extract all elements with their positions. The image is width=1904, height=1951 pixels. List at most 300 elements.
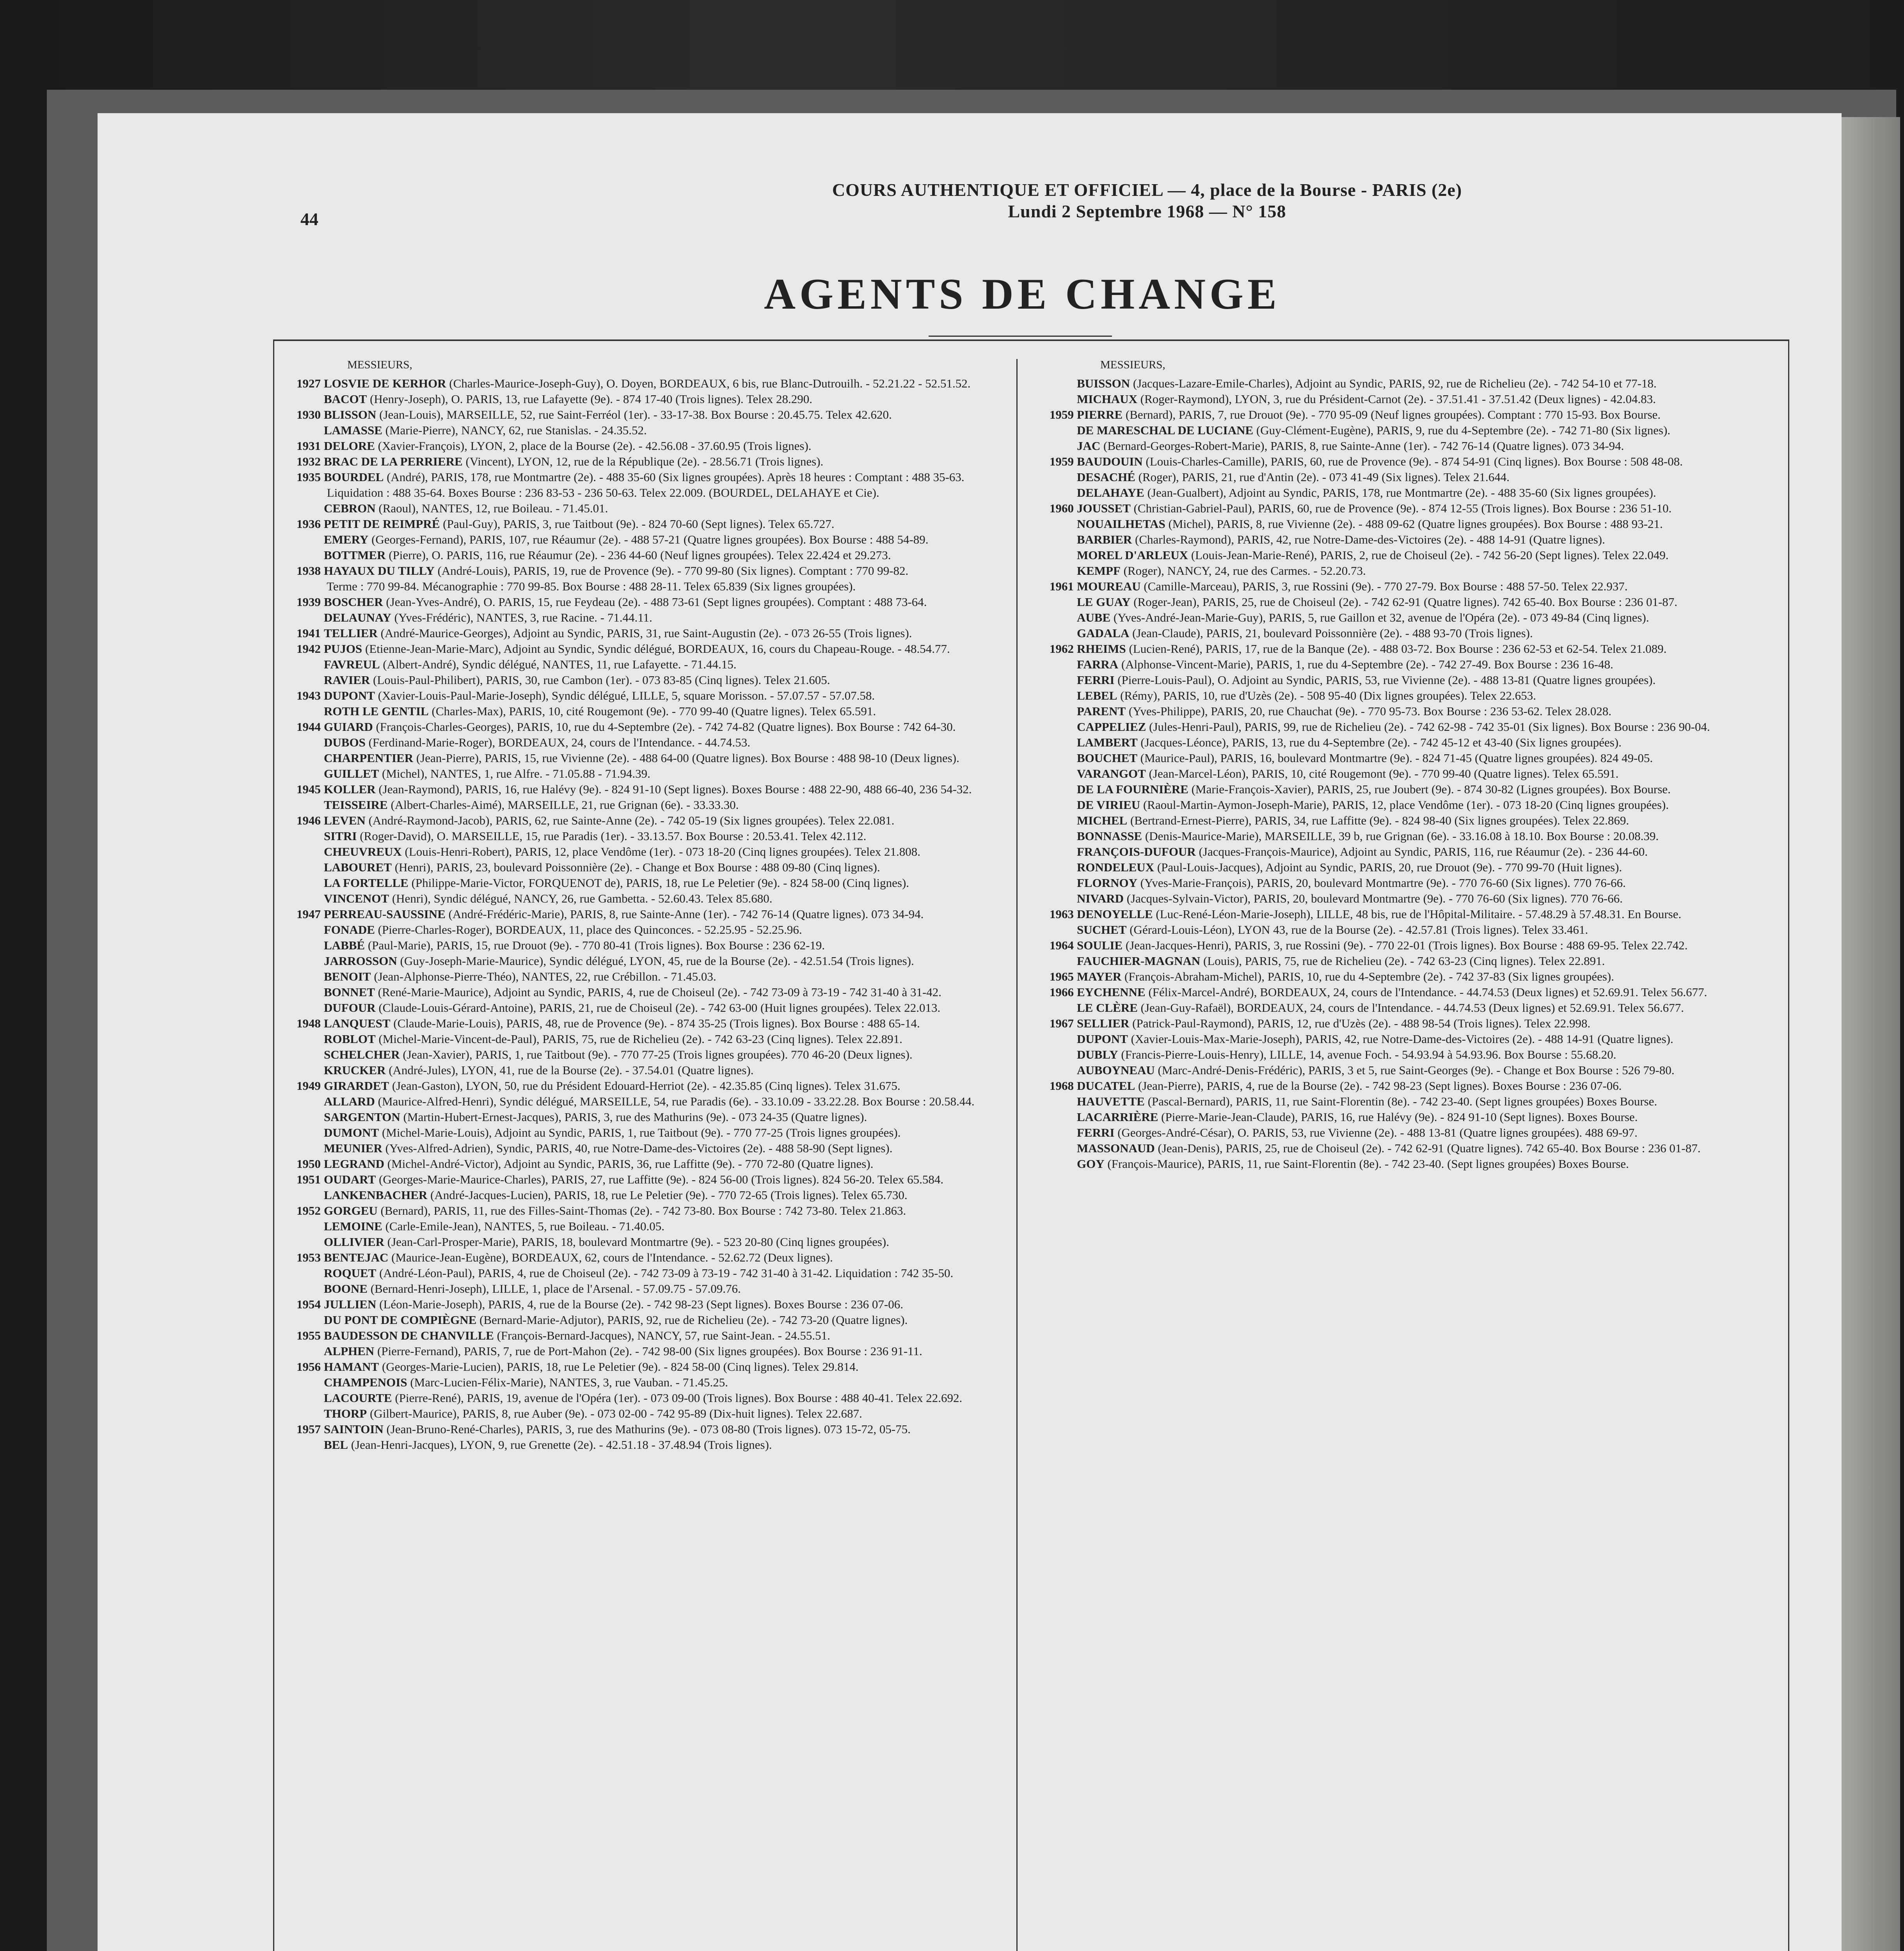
agent-entry bbox=[1050, 797, 1767, 813]
agent-name: BENTEJAC bbox=[324, 1251, 389, 1264]
agent-details: (Henri), Syndic délégué, NANCY, 26, rue Gambetta. - 52.60.43. Telex 85.680. bbox=[392, 892, 773, 905]
agent-details: (Roger), NANCY, 24, rue des Carmes. - 52.20.73. bbox=[1123, 564, 1366, 577]
agent-entry bbox=[297, 828, 1003, 844]
agent-entry bbox=[297, 688, 1003, 704]
entry-year: 1959 bbox=[1050, 455, 1074, 468]
agent-name: BACOT bbox=[324, 392, 367, 406]
agent-name: LE CLÈRE bbox=[1077, 1001, 1138, 1015]
agent-details: (Charles-Raymond), PARIS, 42, rue Notre-Dame-des-Victoires (2e). - 488 14-91 (Quatre lignes). bbox=[1135, 533, 1605, 546]
agent-entry bbox=[297, 1094, 1003, 1109]
agent-name: THORP bbox=[324, 1407, 367, 1420]
agent-name: PETIT DE REIMPRÉ bbox=[324, 517, 440, 531]
agent-entry bbox=[1050, 423, 1767, 438]
agent-entry bbox=[297, 938, 1003, 953]
agent-name: PARENT bbox=[1077, 704, 1126, 718]
agent-entry bbox=[297, 984, 1003, 1000]
entry-year: 1966 bbox=[1050, 985, 1074, 999]
agent-name: LA FORTELLE bbox=[324, 876, 409, 890]
agent-entry bbox=[1050, 391, 1767, 407]
agent-details: (Jacques-Lazare-Emile-Charles), Adjoint au Syndic, PARIS, 92, rue de Richelieu (2e). - 742 54-10 et 77-18. bbox=[1133, 377, 1657, 390]
agent-entry bbox=[297, 1203, 1003, 1219]
agent-details: (André-Léon-Paul), PARIS, 4, rue de Choiseul (2e). - 742 73-09 à 73-19 - 742 31-40 à 31-42. Liquidation : 742 35-50. bbox=[379, 1266, 954, 1280]
agent-name: MAYER bbox=[1077, 970, 1122, 983]
agent-details: (André-Jules), LYON, 41, rue de la Bourse (2e). - 37.54.01 (Quatre lignes). bbox=[389, 1063, 754, 1077]
agent-entry bbox=[1050, 485, 1767, 501]
agent-name: MICHEL bbox=[1077, 814, 1128, 827]
agent-entry bbox=[1050, 579, 1767, 594]
agent-entry bbox=[297, 1187, 1003, 1203]
agent-entry bbox=[297, 1234, 1003, 1250]
agent-entry bbox=[297, 672, 1003, 688]
agent-name: KOLLER bbox=[324, 782, 376, 796]
agent-details: (Louis-Paul-Philibert), PARIS, 30, rue Cambon (1er). - 073 83-85 (Cinq lignes). Telex 21.605. bbox=[373, 673, 830, 687]
agent-name: OUDART bbox=[324, 1173, 376, 1186]
entry-year: 1948 bbox=[297, 1016, 321, 1030]
agent-details: (Louis), PARIS, 75, rue de Richelieu (2e). - 742 63-23 (Cinq lignes). Telex 22.891. bbox=[1203, 954, 1605, 968]
entry-year: 1968 bbox=[1050, 1079, 1074, 1093]
agent-entry bbox=[297, 579, 1003, 594]
agent-name: LABBÉ bbox=[324, 938, 365, 952]
agent-entry bbox=[297, 1063, 1003, 1078]
agent-name: GORGEU bbox=[324, 1204, 378, 1217]
agent-details: (Roger-Raymond), LYON, 3, rue du Président-Carnot (2e). - 37.51.41 - 37.51.42 (Deux lignes) - 42.04.83. bbox=[1140, 392, 1656, 406]
agent-name: BEL bbox=[324, 1438, 348, 1452]
agent-name: CHAMPENOIS bbox=[324, 1375, 407, 1389]
agent-details: (Roger), PARIS, 21, rue d'Antin (2e). - 073 41-49 (Six lignes). Telex 21.644. bbox=[1138, 470, 1510, 484]
agent-name: GUILLET bbox=[324, 767, 379, 780]
entry-year: 1957 bbox=[297, 1422, 321, 1436]
agent-details: (Jean-Gualbert), Adjoint au Syndic, PARIS, 178, rue Montmartre (2e). - 488 35-60 (Six lignes groupées). bbox=[1147, 486, 1656, 499]
agent-details: (Pierre-Charles-Roger), BORDEAUX, 11, place des Quinconces. - 52.25.95 - 52.25.96. bbox=[378, 923, 802, 936]
agent-details: (Etienne-Jean-Marie-Marc), Adjoint au Syndic, Syndic délégué, BORDEAUX, 16, cours du Chapeau-Rouge. - 48.54.77. bbox=[365, 642, 950, 656]
agent-name: GUIARD bbox=[324, 720, 373, 734]
agent-entry bbox=[1050, 750, 1767, 766]
agent-name: SUCHET bbox=[1077, 923, 1127, 936]
agent-entry bbox=[1050, 625, 1767, 641]
agent-details: (Xavier-François), LYON, 2, place de la Bourse (2e). - 42.56.08 - 37.60.95 (Trois lignes). bbox=[378, 439, 812, 453]
agent-entry bbox=[1050, 1109, 1767, 1125]
agent-entry bbox=[297, 423, 1003, 438]
agent-name: LE GUAY bbox=[1077, 595, 1131, 609]
agent-name: OLLIVIER bbox=[324, 1235, 385, 1249]
agent-entry bbox=[1050, 719, 1767, 735]
agent-name: DE MARESCHAL DE LUCIANE bbox=[1077, 423, 1254, 437]
agent-details: (Georges-Fernand), PARIS, 107, rue Réaumur (2e). - 488 57-21 (Quatre lignes groupées). Box Bourse : 488 54-89. bbox=[371, 533, 929, 546]
agent-entry bbox=[1050, 844, 1767, 860]
agent-entry bbox=[297, 860, 1003, 875]
agent-entry bbox=[297, 1031, 1003, 1047]
agent-entry bbox=[1050, 1125, 1767, 1141]
entry-year: 1945 bbox=[297, 782, 321, 796]
agent-details: (Charles-Maurice-Joseph-Guy), O. Doyen, BORDEAUX, 6 bis, rue Blanc-Dutrouilh. - 52.21.22 - 52.51.52. bbox=[449, 377, 971, 390]
agent-entry bbox=[297, 704, 1003, 719]
agent-details: (Jean-Claude), PARIS, 21, boulevard Poissonnière (2e). - 488 93-70 (Trois lignes). bbox=[1132, 626, 1533, 640]
agent-entry bbox=[1050, 438, 1767, 454]
agent-details: (Paul-Guy), PARIS, 3, rue Taitbout (9e). - 824 70-60 (Sept lignes). Telex 65.727. bbox=[443, 517, 835, 531]
agent-details: (Claude-Louis-Gérard-Antoine), PARIS, 21, rue de Choiseul (2e). - 742 63-00 (Huit lignes groupées). Telex 22.013. bbox=[378, 1001, 941, 1015]
agent-details: (Pierre), O. PARIS, 116, rue Réaumur (2e). - 236 44-60 (Neuf lignes groupées). Telex 22.424 et 29.273. bbox=[389, 548, 891, 562]
agent-entry bbox=[1050, 891, 1767, 906]
agent-entry bbox=[297, 657, 1003, 672]
agent-details: (Guy-Joseph-Marie-Maurice), Syndic délégué, LYON, 45, rue de la Bourse (2e). - 42.51.54 (Trois lignes). bbox=[400, 954, 914, 968]
agent-details: (Bernard), PARIS, 7, rue Drouot (9e). - 770 95-09 (Neuf lignes groupées). Comptant : 770 15-93. Box Bourse. bbox=[1125, 408, 1661, 421]
agent-name: SOULIE bbox=[1077, 938, 1123, 952]
agent-name: DELAUNAY bbox=[324, 611, 391, 624]
agent-entry bbox=[1050, 1047, 1767, 1063]
agent-name: LABOURET bbox=[324, 860, 392, 874]
agent-details: (André-Maurice-Georges), Adjoint au Syndic, PARIS, 31, rue Saint-Augustin (2e). - 073 26-55 (Trois lignes). bbox=[380, 626, 912, 640]
agent-entry bbox=[297, 501, 1003, 516]
agent-details: (Albert-Charles-Aimé), MARSEILLE, 21, rue Grignan (6e). - 33.33.30. bbox=[391, 798, 739, 812]
agent-details: (Jean-Marcel-Léon), PARIS, 10, cité Rougemont (9e). - 770 99-40 (Quatre lignes). Telex 65.591. bbox=[1149, 767, 1619, 780]
agent-name: JOUSSET bbox=[1077, 501, 1131, 515]
agent-name: FRANÇOIS-DUFOUR bbox=[1077, 845, 1196, 858]
agent-details: (Lucien-René), PARIS, 17, rue de la Banque (2e). - 488 03-72. Box Bourse : 236 62-53 et 62-54. Telex 21.089. bbox=[1129, 642, 1667, 656]
entry-year: 1939 bbox=[297, 595, 321, 609]
agent-name: BOUCHET bbox=[1077, 751, 1138, 765]
agent-name: BARBIER bbox=[1077, 533, 1132, 546]
entry-year: 1941 bbox=[297, 626, 321, 640]
agent-entry bbox=[297, 1000, 1003, 1016]
entry-year: 1959 bbox=[1050, 408, 1074, 421]
agent-entry bbox=[297, 469, 1003, 485]
agent-details: (Marc-André-Denis-Frédéric), PARIS, 3 et 5, rue Saint-Georges (9e). - Change et Box Bourse : 526 79-80. bbox=[1158, 1063, 1675, 1077]
agent-entry bbox=[1050, 563, 1767, 579]
agent-entry bbox=[297, 922, 1003, 938]
agent-name: JAC bbox=[1077, 439, 1101, 453]
agent-name: LOSVIE DE KERHOR bbox=[324, 377, 446, 390]
agent-name: DUBLY bbox=[1077, 1048, 1118, 1061]
agent-name: LAMASSE bbox=[324, 423, 382, 437]
agent-entry bbox=[297, 1265, 1003, 1281]
entry-year: 1965 bbox=[1050, 970, 1074, 983]
agent-details: (Jean-Raymond), PARIS, 16, rue Halévy (9e). - 824 91-10 (Sept lignes). Boxes Bourse : 488 22-90, 488 66-40, 236 54-32. bbox=[378, 782, 972, 796]
agent-name: BOTTMER bbox=[324, 548, 386, 562]
agent-name: HAUVETTE bbox=[1077, 1095, 1145, 1108]
agent-details: (Yves-Frédéric), NANTES, 3, rue Racine. - 71.44.11. bbox=[394, 611, 652, 624]
agent-entry bbox=[297, 875, 1003, 891]
agent-name: NIVARD bbox=[1077, 892, 1124, 905]
entry-year: 1963 bbox=[1050, 907, 1074, 921]
agent-entry bbox=[297, 797, 1003, 813]
agent-name: BONNASSE bbox=[1077, 829, 1142, 843]
agent-entry bbox=[1050, 766, 1767, 782]
agent-details: (Pierre-Louis-Paul), O. Adjoint au Syndic, PARIS, 53, rue Vivienne (2e). - 488 13-81 (Quatre lignes groupées). bbox=[1117, 673, 1656, 687]
agent-entry bbox=[297, 516, 1003, 532]
agent-name: DUFOUR bbox=[324, 1001, 376, 1015]
agent-details: (Jean-Pierre), PARIS, 15, rue Vivienne (2e). - 488 64-00 (Quatre lignes). Box Bourse : 488 98-10 (Deux lignes). bbox=[416, 751, 959, 765]
agent-entry bbox=[1050, 1031, 1767, 1047]
agent-details: (André-Frédéric-Marie), PARIS, 8, rue Sainte-Anne (1er). - 742 76-14 (Quatre lignes). 073 34-94. bbox=[448, 907, 924, 921]
agent-details: (Félix-Marcel-André), BORDEAUX, 24, cours de l'Intendance. - 44.74.53 (Deux lignes) et 52.69.91. Telex 56.677. bbox=[1148, 985, 1707, 999]
agent-entry bbox=[1050, 594, 1767, 610]
agent-name: DUCATEL bbox=[1077, 1079, 1135, 1093]
agent-entry bbox=[297, 391, 1003, 407]
agent-name: LEBEL bbox=[1077, 689, 1117, 702]
agent-name: BLISSON bbox=[324, 408, 377, 421]
agent-details: (André), PARIS, 178, rue Montmartre (2e). - 488 35-60 (Six lignes groupées). Après 18 heures : Comptant : 488 35-63. bbox=[387, 470, 964, 484]
agent-entry bbox=[297, 1375, 1003, 1390]
agent-entry bbox=[1050, 969, 1767, 984]
left-column bbox=[297, 357, 1003, 1453]
agent-name: PUJOS bbox=[324, 642, 362, 656]
agent-name: CEBRON bbox=[324, 501, 376, 515]
agent-details: (Jacques-Sylvain-Victor), PARIS, 20, boulevard Montmartre (9e). - 770 76-60 (Six lignes). 770 76-66. bbox=[1126, 892, 1623, 905]
agent-entry bbox=[297, 625, 1003, 641]
agent-entry bbox=[1050, 376, 1767, 391]
agent-entry bbox=[1050, 532, 1767, 547]
agent-name: MASSONAUD bbox=[1077, 1141, 1155, 1155]
agent-details: (Vincent), LYON, 12, rue de la République (2e). - 28.56.71 (Trois lignes). bbox=[465, 455, 824, 468]
agent-name: DUPONT bbox=[324, 689, 375, 702]
agent-name: DELORE bbox=[324, 439, 375, 453]
issue-date: Lundi 2 Septembre 1968 — N° 158 bbox=[1008, 201, 1286, 221]
agent-entry bbox=[297, 906, 1003, 922]
agent-entry bbox=[297, 1390, 1003, 1406]
agent-entry bbox=[297, 1109, 1003, 1125]
agent-entry bbox=[297, 766, 1003, 782]
agent-entry bbox=[297, 610, 1003, 625]
agent-details: (Xavier-Louis-Max-Marie-Joseph), PARIS, 42, rue Notre-Dame-des-Victoires (2e). - 488 14-91 (Quatre lignes). bbox=[1131, 1032, 1673, 1046]
agent-name: LAMBERT bbox=[1077, 736, 1138, 749]
agent-name: BUISSON bbox=[1077, 377, 1130, 390]
agent-name: CHEUVREUX bbox=[324, 845, 402, 858]
agent-name: DUPONT bbox=[1077, 1032, 1128, 1046]
entry-year: 1954 bbox=[297, 1297, 321, 1311]
agent-entry bbox=[297, 969, 1003, 984]
agent-name: BRAC DE LA PERRIERE bbox=[324, 455, 463, 468]
agent-name: KRUCKER bbox=[324, 1063, 386, 1077]
agent-name: DENOYELLE bbox=[1077, 907, 1153, 921]
agent-entry bbox=[1050, 1156, 1767, 1172]
agent-details: (Jean-Gaston), LYON, 50, rue du Président Edouard-Herriot (2e). - 42.35.85 (Cinq lignes). Telex 31.675. bbox=[392, 1079, 900, 1093]
title-underline bbox=[929, 336, 1112, 337]
entry-year: 1927 bbox=[297, 377, 321, 390]
agent-entry bbox=[297, 735, 1003, 750]
agent-entry bbox=[1050, 1094, 1767, 1109]
agent-name: FONADE bbox=[324, 923, 375, 936]
agent-details: (Roger-David), O. MARSEILLE, 15, rue Paradis (1er). - 33.13.57. Box Bourse : 20.53.41. Telex 42.112. bbox=[360, 829, 867, 843]
agent-name: VARANGOT bbox=[1077, 767, 1146, 780]
column-divider bbox=[1016, 359, 1018, 1951]
entry-year: 1938 bbox=[297, 564, 321, 577]
agent-entry bbox=[297, 1125, 1003, 1141]
agent-details: (François-Abraham-Michel), PARIS, 10, rue du 4-Septembre (2e). - 742 37-83 (Six lignes groupées). bbox=[1124, 970, 1614, 983]
agent-details: (François-Maurice), PARIS, 11, rue Saint-Florentin (8e). - 742 23-40. (Sept lignes groupées) Boxes Bourse. bbox=[1107, 1157, 1629, 1171]
agent-details: (Louis-Jean-Marie-René), PARIS, 2, rue de Choiseul (2e). - 742 56-20 (Sept lignes). Telex 22.049. bbox=[1191, 548, 1669, 562]
agent-entry bbox=[1050, 984, 1767, 1000]
agent-details: (Rémy), PARIS, 10, rue d'Uzès (2e). - 508 95-40 (Dix lignes groupées). Telex 22.653. bbox=[1120, 689, 1536, 702]
agent-details: (Jacques-Léonce), PARIS, 13, rue du 4-Septembre (2e). - 742 45-12 et 43-40 (Six lignes groupées). bbox=[1140, 736, 1622, 749]
agent-name: ALPHEN bbox=[324, 1344, 375, 1358]
agent-entry bbox=[1050, 641, 1767, 657]
agent-name: DUBOS bbox=[324, 736, 366, 749]
agent-entry bbox=[297, 1078, 1003, 1094]
agent-details: (Carle-Emile-Jean), NANTES, 5, rue Boileau. - 71.40.05. bbox=[385, 1219, 665, 1233]
agent-details: (Michel-Marie-Vincent-de-Paul), PARIS, 75, rue de Richelieu (2e). - 742 63-23 (Cinq lignes). Telex 22.891. bbox=[378, 1032, 902, 1046]
agent-name: RONDELEUX bbox=[1077, 860, 1154, 874]
agent-entry bbox=[297, 454, 1003, 469]
agent-details: (Roger-Jean), PARIS, 25, rue de Choiseul (2e). - 742 62-91 (Quatre lignes). 742 65-40. Box Bourse : 236 01-87. bbox=[1133, 595, 1678, 609]
agent-name: LEGRAND bbox=[324, 1157, 385, 1171]
agent-entry bbox=[297, 1016, 1003, 1031]
agent-entry bbox=[297, 1343, 1003, 1359]
agent-name: BAUDESSON DE CHANVILLE bbox=[324, 1329, 494, 1342]
agent-entry bbox=[1050, 688, 1767, 704]
agent-name: SCHELCHER bbox=[324, 1048, 400, 1061]
agent-name: GOY bbox=[1077, 1157, 1105, 1171]
agent-entry bbox=[297, 1328, 1003, 1343]
agent-entry bbox=[297, 1312, 1003, 1328]
agent-entry bbox=[297, 782, 1003, 797]
entry-year: 1947 bbox=[297, 907, 321, 921]
agent-name: FAVREUL bbox=[324, 657, 380, 671]
agent-name: DE LA FOURNIÈRE bbox=[1077, 782, 1188, 796]
agent-details: (François-Bernard-Jacques), NANCY, 57, rue Saint-Jean. - 24.55.51. bbox=[497, 1329, 830, 1342]
agent-entry bbox=[297, 438, 1003, 454]
agent-name: JARROSSON bbox=[324, 954, 397, 968]
agent-details: (Raoul-Martin-Aymon-Joseph-Marie), PARIS, 12, place Vendôme (1er). - 073 18-20 (Cinq lignes groupées). bbox=[1143, 798, 1669, 812]
agent-name: FERRI bbox=[1077, 673, 1115, 687]
agent-entry bbox=[1050, 860, 1767, 875]
agent-entry bbox=[1050, 875, 1767, 891]
agent-details: (Louis-Charles-Camille), PARIS, 60, rue de Provence (9e). - 874 54-91 (Cinq lignes). Box Bourse : 508 48-08. bbox=[1146, 455, 1683, 468]
agent-name: HAMANT bbox=[324, 1360, 379, 1374]
agent-details: (Francis-Pierre-Louis-Henry), LILLE, 14, avenue Foch. - 54.93.94 à 54.93.96. Box Bourse : 55.68.20. bbox=[1121, 1048, 1616, 1061]
agent-details: (Raoul), NANTES, 12, rue Boileau. - 71.45.01. bbox=[378, 501, 608, 515]
entry-year: 1932 bbox=[297, 455, 321, 468]
agent-details: (Maurice-Jean-Eugène), BORDEAUX, 62, cours de l'Intendance. - 52.62.72 (Deux lignes). bbox=[391, 1251, 833, 1264]
agent-details: (Marc-Lucien-Félix-Marie), NANTES, 3, rue Vauban. - 71.45.25. bbox=[410, 1375, 728, 1389]
agent-details: (Pascal-Bernard), PARIS, 11, rue Saint-Florentin (8e). - 742 23-40. (Sept lignes groupées) Boxes Bourse. bbox=[1147, 1095, 1657, 1108]
page-number: 44 bbox=[300, 209, 318, 229]
agent-name: DUMONT bbox=[324, 1126, 379, 1139]
agent-entry bbox=[297, 1047, 1003, 1063]
agent-details: (Yves-Alfred-Adrien), Syndic, PARIS, 40, rue Notre-Dame-des-Victoires (2e). - 488 58-90 (Sept lignes). bbox=[385, 1141, 893, 1155]
agent-details: (Albert-André), Syndic délégué, NANTES, 11, rue Lafayette. - 71.44.15. bbox=[383, 657, 737, 671]
entry-year: 1951 bbox=[297, 1173, 321, 1186]
entry-year: 1930 bbox=[297, 408, 321, 421]
agent-name: LEMOINE bbox=[324, 1219, 382, 1233]
agent-entry bbox=[1050, 516, 1767, 532]
agent-details: (Bernard-Georges-Robert-Marie), PARIS, 8, rue Sainte-Anne (1er). - 742 76-14 (Quatre lignes). 073 34-94. bbox=[1103, 439, 1624, 453]
agent-details: (Gérard-Louis-Léon), LYON 43, rue de la Bourse (2e). - 42.57.81 (Trois lignes). Telex 33.461. bbox=[1130, 923, 1588, 936]
agent-name: DESACHÉ bbox=[1077, 470, 1135, 484]
entry-year: 1952 bbox=[297, 1204, 321, 1217]
agent-entry bbox=[1050, 672, 1767, 688]
entry-year: 1962 bbox=[1050, 642, 1074, 656]
agent-entry bbox=[297, 1437, 1003, 1453]
agent-details: (Christian-Gabriel-Paul), PARIS, 60, rue de Provence (9e). - 874 12-55 (Trois lignes). Box Bourse : 236 51-10. bbox=[1133, 501, 1672, 515]
agent-name: DU PONT DE COMPIÈGNE bbox=[324, 1313, 477, 1327]
agent-name: JULLIEN bbox=[324, 1297, 377, 1311]
agent-entry bbox=[1050, 1078, 1767, 1094]
agent-name: HAYAUX DU TILLY bbox=[324, 564, 435, 577]
agent-name: BAUDOUIN bbox=[1077, 455, 1143, 468]
agent-details: (Bernard-Marie-Adjutor), PARIS, 92, rue de Richelieu (2e). - 742 73-20 (Quatre lignes). bbox=[480, 1313, 908, 1327]
agent-details: (Pierre-Marie-Jean-Claude), PARIS, 16, rue Halévy (9e). - 824 91-10 (Sept lignes). Boxes Bourse. bbox=[1161, 1110, 1638, 1124]
agent-details: (Jean-Jacques-Henri), PARIS, 3, rue Rossini (9e). - 770 22-01 (Trois lignes). Box Bourse : 488 69-95. Telex 22.742. bbox=[1125, 938, 1688, 952]
agent-name: VINCENOT bbox=[324, 892, 389, 905]
left-column-heading: MESSIEURS, bbox=[347, 359, 412, 371]
agent-details: (Maurice-Paul), PARIS, 16, boulevard Montmartre (9e). - 824 71-45 (Quatre lignes groupées). 824 49-05. bbox=[1140, 751, 1653, 765]
agent-details: (Jean-Alphonse-Pierre-Théo), NANTES, 22, rue Crébillon. - 71.45.03. bbox=[374, 970, 716, 983]
agent-details: (Marie-Pierre), NANCY, 62, rue Stanislas. - 24.35.52. bbox=[385, 423, 647, 437]
entry-year: 1931 bbox=[297, 439, 321, 453]
agent-details: (André-Raymond-Jacob), PARIS, 62, rue Sainte-Anne (2e). - 742 05-19 (Six lignes groupées). Telex 22.081. bbox=[368, 814, 895, 827]
agent-details: (Henry-Joseph), O. PARIS, 13, rue Lafayette (9e). - 874 17-40 (Trois lignes). Telex 28.290. bbox=[370, 392, 813, 406]
agent-entry bbox=[297, 1219, 1003, 1234]
agent-details: Liquidation : 488 35-64. Boxes Bourse : 236 83-53 - 236 50-63. Telex 22.009. (BOURDEL, DELAHAYE et Cie). bbox=[327, 486, 879, 499]
agent-entry bbox=[1050, 454, 1767, 469]
agent-entry bbox=[297, 376, 1003, 391]
agent-details: (Georges-Marie-Maurice-Charles), PARIS, 27, rue Laffitte (9e). - 824 56-00 (Trois lignes). 824 56-20. Telex 65.584. bbox=[379, 1173, 944, 1186]
agent-name: RAVIER bbox=[324, 673, 370, 687]
agent-details: (Georges-André-César), O. PARIS, 53, rue Vivienne (2e). - 488 13-81 (Quatre lignes groupées). 488 69-97. bbox=[1117, 1126, 1638, 1139]
agent-details: (Claude-Marie-Louis), PARIS, 48, rue de Provence (9e). - 874 35-25 (Trois lignes). Box Bourse : 488 65-14. bbox=[393, 1016, 920, 1030]
agent-name: MOUREAU bbox=[1077, 579, 1141, 593]
agent-details: (Yves-Philippe), PARIS, 20, rue Chauchat (9e). - 770 95-73. Box Bourse : 236 53-62. Telex 28.028. bbox=[1128, 704, 1612, 718]
agent-name: BOURDEL bbox=[324, 470, 384, 484]
agent-entry bbox=[297, 750, 1003, 766]
agent-details: (André-Jacques-Lucien), PARIS, 18, rue Le Peletier (9e). - 770 72-65 (Trois lignes). Telex 65.730. bbox=[430, 1188, 908, 1202]
agent-entry bbox=[1050, 828, 1767, 844]
agent-entry bbox=[1050, 469, 1767, 485]
agent-entry bbox=[297, 485, 1003, 501]
agent-entry bbox=[1050, 938, 1767, 953]
agent-details: (Marie-François-Xavier), PARIS, 25, rue Joubert (9e). - 874 30-82 (Lignes groupées). Box Bourse. bbox=[1191, 782, 1671, 796]
entry-year: 1949 bbox=[297, 1079, 321, 1093]
agent-details: (Michel-Marie-Louis), Adjoint au Syndic, PARIS, 1, rue Taitbout (9e). - 770 77-25 (Trois lignes groupées). bbox=[382, 1126, 901, 1139]
agent-name: EYCHENNE bbox=[1077, 985, 1146, 999]
agent-details: (Jean-Carl-Prosper-Marie), PARIS, 18, boulevard Montmartre (9e). - 523 20-80 (Cinq lignes groupées). bbox=[387, 1235, 889, 1249]
agent-details: (Jean-Denis), PARIS, 25, rue de Choiseul (2e). - 742 62-91 (Quatre lignes). 742 65-40. Box Bourse : 236 01-87. bbox=[1158, 1141, 1701, 1155]
agent-name: TEISSEIRE bbox=[324, 798, 388, 812]
agent-details: (Patrick-Paul-Raymond), PARIS, 12, rue d'Uzès (2e). - 488 98-54 (Trois lignes). Telex 22.998. bbox=[1132, 1016, 1591, 1030]
agent-details: (Pierre-Fernand), PARIS, 7, rue de Port-Mahon (2e). - 742 98-00 (Six lignes groupées). Box Bourse : 236 91-11. bbox=[377, 1344, 922, 1358]
agent-entry bbox=[297, 1156, 1003, 1172]
agent-name: DELAHAYE bbox=[1077, 486, 1144, 499]
entry-year: 1960 bbox=[1050, 501, 1074, 515]
entry-year: 1944 bbox=[297, 720, 321, 734]
agent-entry bbox=[1050, 1141, 1767, 1156]
agent-entry bbox=[1050, 906, 1767, 922]
entry-year: 1953 bbox=[297, 1251, 321, 1264]
entry-year: 1942 bbox=[297, 642, 321, 656]
agent-name: MICHAUX bbox=[1077, 392, 1137, 406]
agent-details: (Alphonse-Vincent-Marie), PARIS, 1, rue du 4-Septembre (2e). - 742 27-49. Box Bourse : 236 16-48. bbox=[1121, 657, 1613, 671]
agent-name: KEMPF bbox=[1077, 564, 1121, 577]
agent-details: (Léon-Marie-Joseph), PARIS, 4, rue de la Bourse (2e). - 742 98-23 (Sept lignes). Boxes Bourse : 236 07-06. bbox=[379, 1297, 903, 1311]
agent-details: (Georges-Marie-Lucien), PARIS, 18, rue Le Peletier (9e). - 824 58-00 (Cinq lignes). Telex 29.814. bbox=[382, 1360, 859, 1374]
agent-name: LANKENBACHER bbox=[324, 1188, 428, 1202]
agent-name: SARGENTON bbox=[324, 1110, 400, 1124]
agent-entry bbox=[1050, 813, 1767, 828]
agent-entry bbox=[297, 532, 1003, 547]
entry-year: 1961 bbox=[1050, 579, 1074, 593]
agent-name: LEVEN bbox=[324, 814, 366, 827]
agent-name: TELLIER bbox=[324, 626, 378, 640]
agent-name: RHEIMS bbox=[1077, 642, 1126, 656]
entry-year: 1967 bbox=[1050, 1016, 1074, 1030]
entry-year: 1943 bbox=[297, 689, 321, 702]
agent-details: (Bernard-Henri-Joseph), LILLE, 1, place de l'Arsenal. - 57.09.75 - 57.09.76. bbox=[370, 1282, 741, 1295]
agent-name: SELLIER bbox=[1077, 1016, 1130, 1030]
agent-details: (Yves-André-Jean-Marie-Guy), PARIS, 5, rue Gaillon et 32, avenue de l'Opéra (2e). - 073 49-84 (Cinq lignes). bbox=[1113, 611, 1649, 624]
entry-year: 1936 bbox=[297, 517, 321, 531]
agent-entry bbox=[1050, 1016, 1767, 1031]
agent-name: PERREAU-SAUSSINE bbox=[324, 907, 446, 921]
